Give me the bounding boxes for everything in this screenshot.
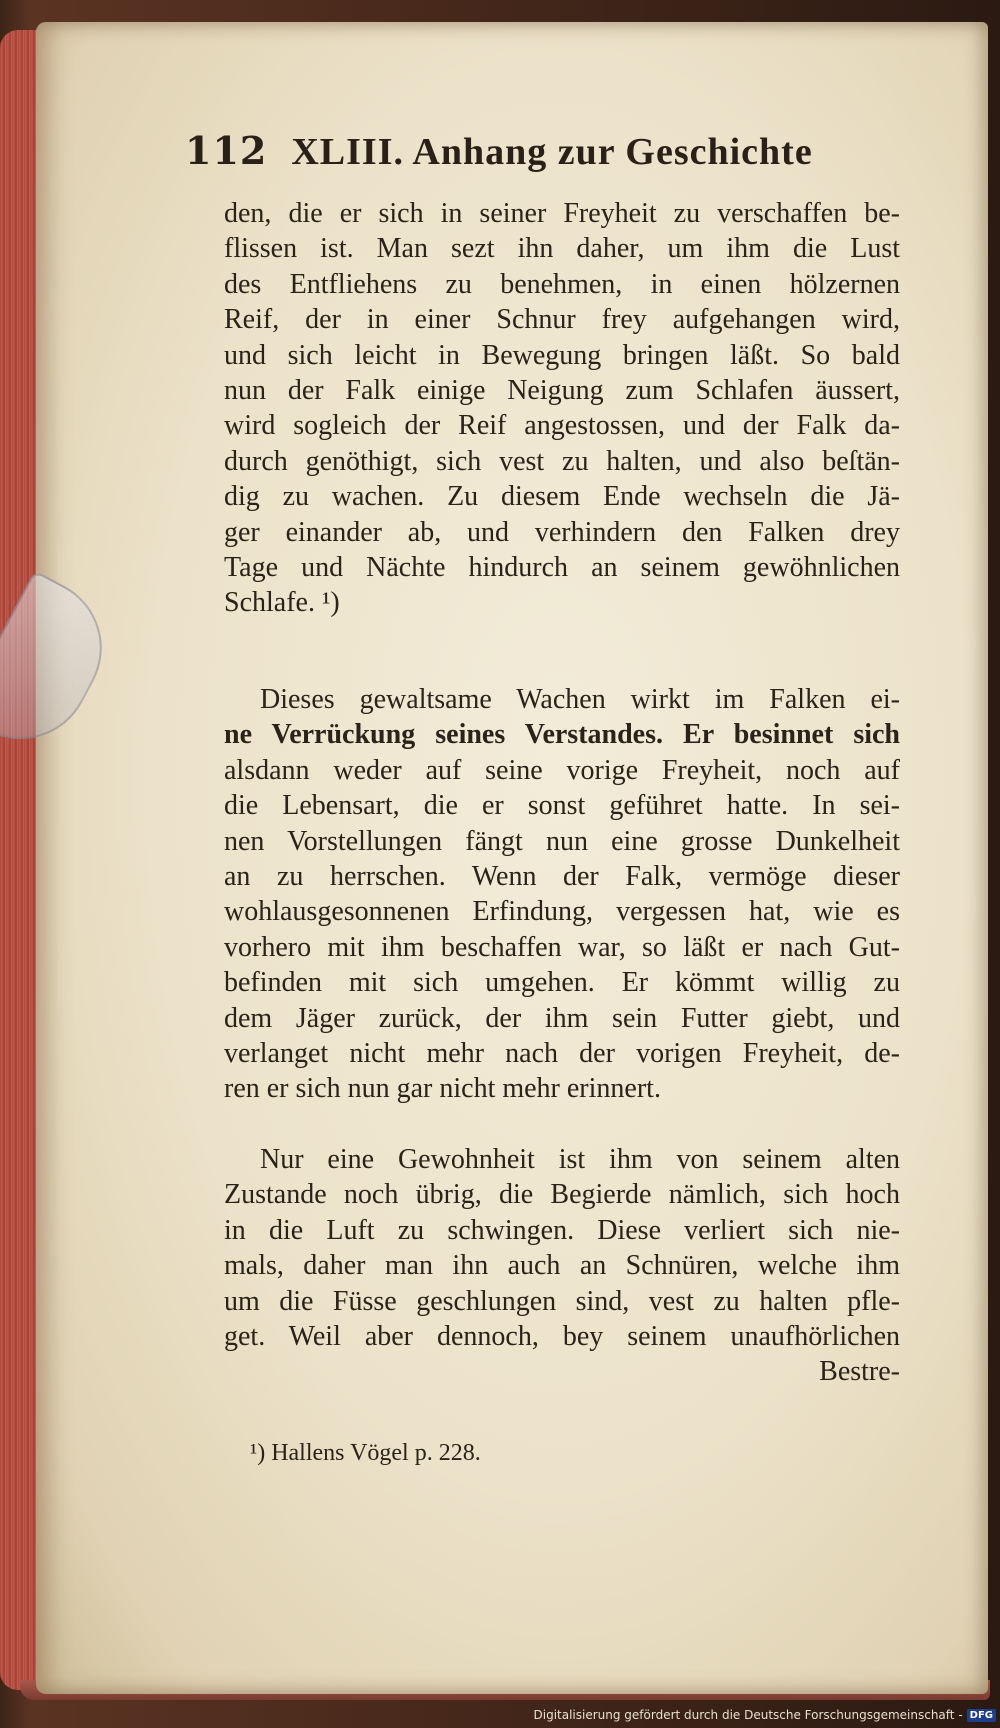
digitization-credit bbox=[534, 1704, 997, 1726]
text-line: dig zu wachen. Zu diesem Ende wechseln die Jä- bbox=[224, 481, 900, 513]
dfg-logo: DFG bbox=[967, 1709, 996, 1722]
text-line: an zu herrschen. Wenn der Falk, vermöge dieser bbox=[224, 861, 900, 893]
text-line: dem Jäger zurück, der ihm sein Futter giebt, und bbox=[224, 1002, 900, 1034]
text-line: befinden mit sich umgehen. Er kömmt willig zu bbox=[224, 967, 900, 999]
text-line: Schlafe. ¹) bbox=[224, 587, 340, 619]
text-line: und sich leicht in Bewegung bringen läßt. So bald bbox=[224, 339, 900, 371]
footnote: ¹) Hallens Vögel p. 228. bbox=[250, 1440, 481, 1466]
running-head bbox=[185, 128, 945, 188]
text-line: Nur eine Gewohnheit ist ihm von seinem alten bbox=[260, 1144, 900, 1175]
text-line: ne Verrückung seines Verstandes. Er besinnet sich bbox=[224, 719, 900, 751]
text-line: flissen ist. Man sezt ihn daher, um ihm die Lust bbox=[224, 233, 900, 265]
text-line: durch genöthigt, sich vest zu halten, und also beſtän- bbox=[224, 445, 900, 477]
text-line: den, die er sich in seiner Freyheit zu verschaffen be- bbox=[224, 198, 900, 229]
text-line: vorhero mit ihm beschaffen war, so läßt er nach Gut- bbox=[224, 931, 900, 963]
paragraph-1 bbox=[224, 196, 900, 621]
running-title: XLIII. Anhang zur Geschichte bbox=[291, 131, 813, 173]
text-line: Tage und Nächte hindurch an seinem gewöhnlichen bbox=[224, 552, 900, 584]
text-line: die Lebensart, die er sonst geführet hatte. In sei- bbox=[224, 790, 900, 822]
text-line: des Entfliehens zu benehmen, in einen hölzernen bbox=[224, 268, 900, 300]
text-line: mals, daher man ihn auch an Schnüren, welche ihm bbox=[224, 1250, 900, 1282]
text-line: nun der Falk einige Neigung zum Schlafen äussert, bbox=[224, 375, 900, 407]
text-line: in die Luft zu schwingen. Diese verliert sich nie- bbox=[224, 1214, 900, 1246]
text-line: nen Vorstellungen fängt nun eine grosse Dunkelheit bbox=[224, 825, 900, 857]
paragraph-2 bbox=[224, 682, 900, 1107]
text-line: ren er sich nun gar nicht mehr erinnert. bbox=[224, 1073, 661, 1105]
catchword: Bestre- bbox=[819, 1356, 900, 1388]
text-line: verlanget nicht mehr nach der vorigen Freyheit, de- bbox=[224, 1038, 900, 1070]
text-line: Dieses gewaltsame Wachen wirkt im Falken ei- bbox=[260, 684, 900, 715]
text-line: Zustande noch übrig, die Begierde nämlich, sich hoch bbox=[224, 1179, 900, 1211]
credit-text: Digitalisierung gefördert durch die Deutsche Forschungsgemeinschaft - bbox=[533, 1708, 963, 1722]
text-line: Reif, der in einer Schnur frey aufgehangen wird, bbox=[224, 304, 900, 336]
page-number: 112 bbox=[185, 128, 268, 173]
text-line: ger einander ab, und verhindern den Falken drey bbox=[224, 516, 900, 548]
text-line: wohlausgesonnenen Erfindung, vergessen hat, wie es bbox=[224, 896, 900, 928]
text-line: get. Weil aber dennoch, bey seinem unaufhörlichen bbox=[224, 1321, 900, 1353]
text-line: wird sogleich der Reif angestossen, und der Falk da- bbox=[224, 410, 900, 442]
paragraph-3 bbox=[224, 1142, 900, 1390]
text-line: um die Füsse geschlungen sind, vest zu halten pfle- bbox=[224, 1285, 900, 1317]
text-line: alsdann weder auf seine vorige Freyheit, noch auf bbox=[224, 754, 900, 786]
